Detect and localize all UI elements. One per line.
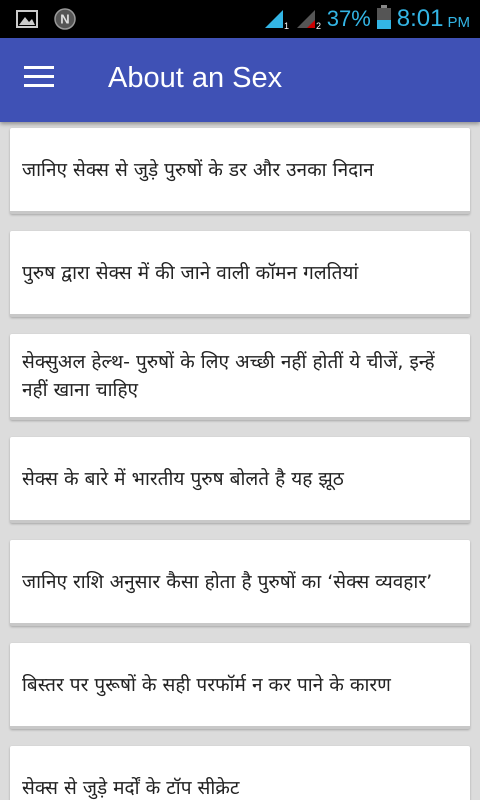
clock-time: 8:01 <box>396 5 444 32</box>
list-item[interactable] <box>10 643 470 729</box>
app-bar <box>0 38 480 122</box>
article-title: पुरुष द्वारा सेक्स में की जाने वाली कॉमन गलतियां <box>22 261 359 284</box>
list-item[interactable] <box>10 128 470 214</box>
notification-area <box>16 8 76 34</box>
list-item[interactable] <box>10 540 470 626</box>
clock-ampm: PM <box>447 13 470 31</box>
article-title: बिस्तर पर पुरूषों के सही परफॉर्म न कर पाने के कारण <box>22 673 391 696</box>
list-item[interactable] <box>10 334 470 420</box>
list-item[interactable] <box>10 746 470 800</box>
article-title: सेक्सुअल हेल्थ- पुरुषों के लिए अच्छी नहीं होतीं ये चीजें, इन्हें नहीं खाना चाहिए <box>22 350 435 401</box>
list-item[interactable] <box>10 437 470 523</box>
signal-sim1-icon <box>263 4 289 34</box>
notification-n-letter: N <box>60 11 70 27</box>
article-title: सेक्स के बारे में भारतीय पुरुष बोलते है यह झूठ <box>22 467 344 490</box>
hamburger-menu-icon[interactable] <box>24 66 60 94</box>
article-list[interactable] <box>0 122 480 800</box>
article-title: जानिए सेक्स से जुड़े पुरुषों के डर और उनका निदान <box>22 158 374 181</box>
sim1-label: 1 <box>283 21 289 30</box>
status-bar <box>0 0 480 38</box>
image-icon <box>16 10 38 32</box>
list-item[interactable] <box>10 231 470 317</box>
app-title: About an Sex <box>108 62 283 94</box>
sim2-label: 2 <box>315 21 321 30</box>
battery-icon <box>377 5 391 33</box>
status-indicators <box>263 4 470 34</box>
article-title: सेक्स से जुड़े मर्दों के टॉप सीक्रेट <box>22 776 240 799</box>
notification-n-icon <box>54 8 76 34</box>
article-title: जानिए राशि अनुसार कैसा होता है पुरुषों का ‘सेक्स व्यवहार’ <box>22 570 433 593</box>
signal-sim2-icon <box>295 4 321 34</box>
battery-percent: 37% <box>326 6 371 31</box>
